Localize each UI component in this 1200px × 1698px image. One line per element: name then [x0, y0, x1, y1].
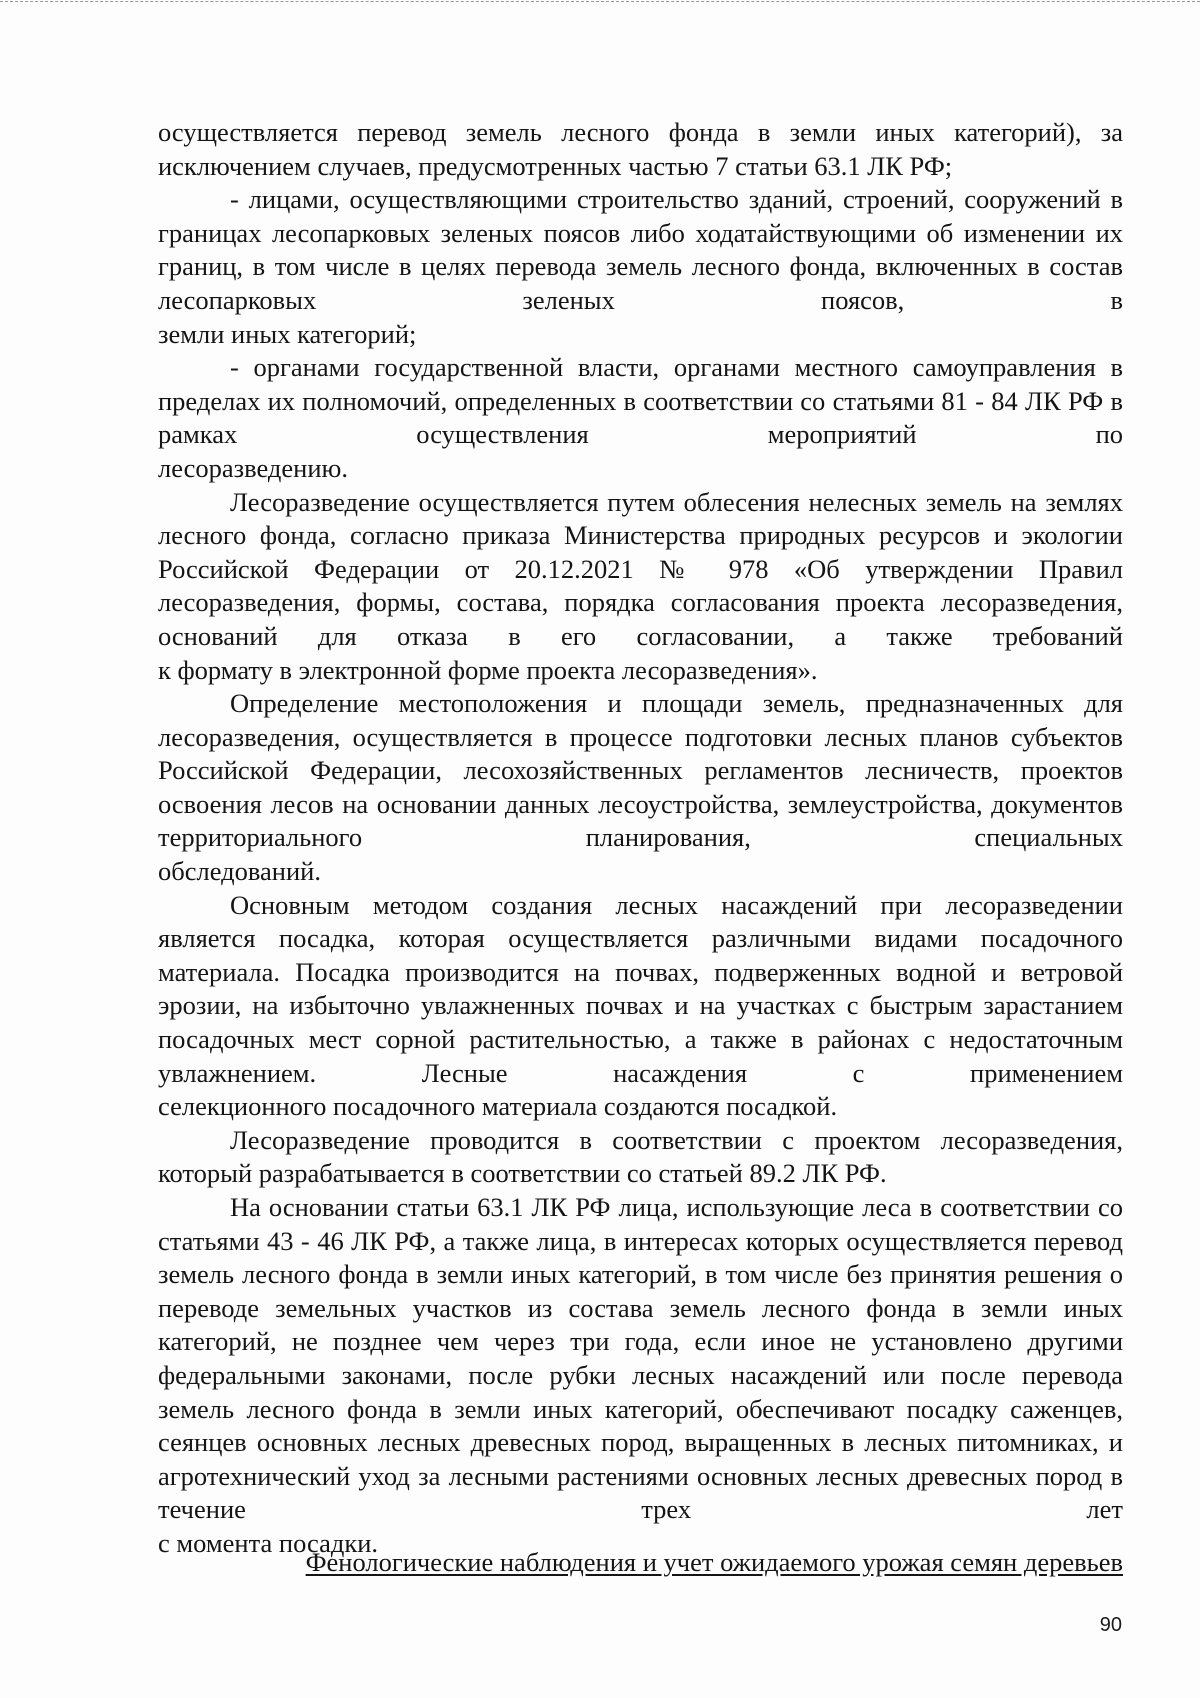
paragraph-7	[158, 1124, 1123, 1191]
paragraph-3-last-line: лесоразведению.	[158, 452, 348, 483]
paragraph-8-body: На основании статьи 63.1 ЛК РФ лица, использующие леса в соответствии со статьями 43 - 46 ЛК РФ, а также лица, в интересах которых осуществляется перевод земель лесного фонда в земли иных категорий, в том числе без принятия решения о переводе земельных участков из состава земель лесного фонда в земли иных категорий, не позднее чем через три года, если иное не установлено другими федеральными законами, после рубки лесных насаждений или после перевода земель лесного фонда в земли иных категорий, обеспечивают посадку саженцев, сеянцев основных лесных древесных пород, выращенных в лесных питомниках, и агротехнический уход за лесными растениями основных лесных древесных пород в течение трех лет	[158, 1192, 1123, 1525]
paragraph-4	[158, 486, 1123, 688]
paragraph-1	[158, 116, 1123, 183]
paragraph-2	[158, 183, 1123, 351]
paragraph-7-body: Лесоразведение проводится в соответствии с проектом лесоразведения,	[230, 1124, 1123, 1155]
paragraph-8	[158, 1191, 1123, 1561]
paragraph-5-body: Определение местоположения и площади земель, предназначенных для лесоразведения, осуществляется в процессе подготовки лесных планов субъектов Российской Федерации, лесохозяйственных регламентов лесничеств, проектов освоения лесов на основании данных лесоустройства, землеустройства, документов территориального планирования, специальных	[158, 688, 1123, 853]
paragraph-6	[158, 889, 1123, 1124]
paragraph-1-body: осуществляется перевод земель лесного фонда в земли иных категорий), за	[158, 117, 1123, 147]
paragraph-3-body: - органами государственной власти, органами местного самоуправления в пределах их полномочий, определенных в соответствии со статьями 81 - 84 ЛК РФ в рамках осуществления мероприятий по	[158, 352, 1123, 450]
paragraph-1-last-line: исключением случаев, предусмотренных частью 7 статьи 63.1 ЛК РФ;	[158, 150, 953, 181]
paragraph-5	[158, 687, 1123, 889]
paragraph-3	[158, 351, 1123, 485]
paragraph-2-body: - лицами, осуществляющими строительство зданий, строений, сооружений в границах лесопарковых зеленых поясов либо ходатайствующими об изменении их границ, в том числе в целях перевода земель лесного фонда, включенных в состав лесопарковых зеленых поясов, в	[158, 184, 1123, 315]
paragraph-6-last-line: селекционного посадочного материала создаются посадкой.	[158, 1091, 838, 1122]
paragraph-8-last-line: с момента посадки.	[158, 1527, 379, 1558]
page-number: 90	[1099, 1614, 1122, 1636]
paragraph-6-body: Основным методом создания лесных насаждений при лесоразведении является посадка, которая осуществляется различными видами посадочного материала. Посадка производится на почвах, подверженных водной и ветровой эрозии, на избыточно увлажненных почвах и на участках с быстрым зарастанием посадочных мест сорной растительностью, а также в районах с недостаточным увлажнением. Лесные насаждения с применением	[158, 889, 1123, 1088]
paragraph-7-last-line: который разрабатывается в соответствии со статьей 89.2 ЛК РФ.	[158, 1158, 887, 1189]
document-body	[158, 116, 1123, 1561]
section-heading: Фенологические наблюдения и учет ожидаемого урожая семян деревьев	[305, 1547, 1123, 1577]
paragraph-2-last-line: земли иных категорий;	[158, 318, 417, 349]
scan-top-edge	[0, 1, 1200, 2]
paragraph-5-last-line: обследований.	[158, 856, 321, 887]
paragraph-4-last-line: к формату в электронной форме проекта лесоразведения».	[158, 654, 818, 685]
paragraph-4-body: Лесоразведение осуществляется путем облесения нелесных земель на землях лесного фонда, согласно приказа Министерства природных ресурсов и экологии Российской Федерации от 20.12.2021 № 978 «Об утверждении Правил лесоразведения, формы, состава, порядка согласования проекта лесоразведения, оснований для отказа в его согласовании, а также требований	[158, 486, 1123, 651]
